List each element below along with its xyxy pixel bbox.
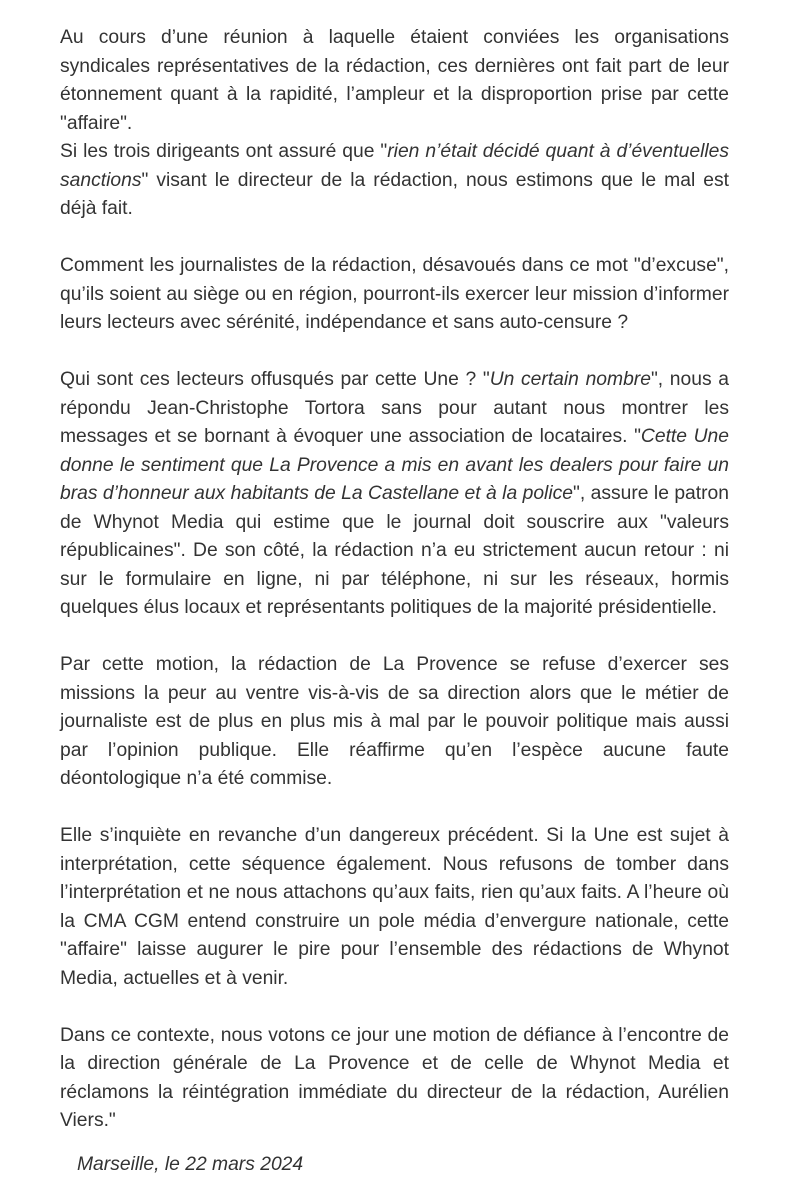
signature-place-date: Marseille, le 22 mars 2024: [77, 1154, 304, 1175]
sanctions-quote: rien n’était décidé quant à d’éventuelles sanctions: [60, 141, 730, 191]
paragraph-readers: Qui sont ces lecteurs offusqués par cette Une ? "Un certain nombre", nous a répondu Jean-Christophe Tortora sans pour autant nous montrer les messages et se bornant à évoquer une association de locataires. "Cette Une donne le sentiment que La Provence a mis en avant les dealers pour faire un bras d’honneur aux habitants de La Castellane et à la police", assure le patron de Whynot Media qui estime que le journal doit souscrire aux "valeurs républicaines". De son côté, la rédaction n’a eu strictement aucun retour : ni sur le formulaire en ligne, ni par téléphone, ni sur les réseaux, hormis quelques élus locaux et représentants politiques de la majorité présidentielle.: [60, 369, 730, 618]
paragraph-conclusion: Dans ce contexte, nous votons ce jour une motion de défiance à l’encontre de la direction générale de La Provence et de celle de Whynot Media et réclamons la réintégration immédiate du directeur de la rédaction, Aurélien Viers.": [60, 1024, 729, 1131]
paragraph-journalists: Comment les journalistes de la rédaction, désavoués dans ce mot "d’excuse", qu’ils soient au siège ou en région, pourront-ils exercer leur mission d’informer leurs lecteurs avec sérénité, indépendance et sans auto-censure ?: [60, 255, 729, 333]
meeting-sentence: Au cours d’une réunion à laquelle étaient conviées les organisations syndicales représentatives de la rédaction, ces dernières ont fait part de leur étonnement quant à la rapidité, l’ampleur et la disproportion prise par cette "affaire".: [60, 27, 729, 134]
paragraph-motion: Par cette motion, la rédaction de La Provence se refuse d’exercer ses missions la peur au ventre vis-à-vis de sa direction alors que le métier de journaliste est de plus en plus mis à mal par le pouvoir politique mais aussi par l’opinion publique. Elle réaffirme qu’en l’espèce aucune faute déontologique n’a été commise.: [60, 654, 729, 789]
paragraph-precedent: Elle s’inquiète en revanche d’un dangereux précédent. Si la Une est sujet à interprétation, cette séquence également. Nous refusons de tomber dans l’interprétation et ne nous attachons qu’aux faits, rien qu’aux faits. A l’heure où la CMA CGM entend construire un pole média d’envergure nationale, cette "affaire" laisse augurer le pire pour l’ensemble des rédactions de Whynot Media, actuelles et à venir.: [60, 825, 729, 989]
leaders-sentence: Si les trois dirigeants ont assuré que "rien n’était décidé quant à d’éventuelles sanctions" visant le directeur de la rédaction, nous estimons que le mal est déjà fait.: [60, 141, 730, 219]
certain-number-quote: Un certain nombre: [489, 369, 651, 390]
paragraph-meeting: [60, 24, 729, 224]
dealers-quote: Cette Une donne le sentiment que La Provence a mis en avant les dealers pour faire un bras d’honneur aux habitants de La Castellane et à la police: [60, 426, 729, 504]
motion-article: [60, 24, 729, 1136]
